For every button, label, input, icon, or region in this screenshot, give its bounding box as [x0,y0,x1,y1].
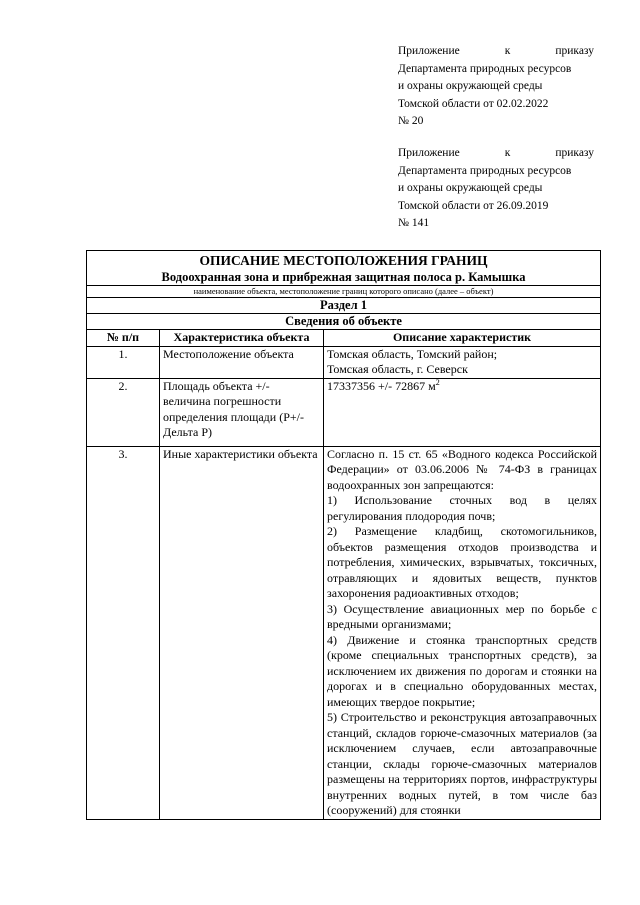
row-characteristic: Иные характеристики объекта [160,446,324,819]
appendix-line: и охраны окружающей среды [398,80,543,92]
area-unit-power: 2 [435,377,440,387]
appendix-word: к [504,45,511,57]
row-description [324,378,601,446]
row-number: 2. [87,378,160,446]
table-title-cell [87,251,601,286]
row-characteristic: Местоположение объекта [160,346,324,378]
appendix-line: Департамента природных ресурсов [398,164,572,177]
appendix-word: приказу [555,45,594,57]
table-subtitle: Водоохранная зона и прибрежная защитная полоса р. Камышка [161,270,526,284]
header-characteristic: Характеристика объекта [160,330,324,347]
appendix-line-text [398,145,594,163]
row-number: 3. [87,446,160,819]
row-characteristic: Площадь объекта +/- величина погрешности определения площади (P+/- Дельта P) [160,378,324,446]
appendix-line [398,43,594,61]
description-paragraph: 5) Строительство и реконструкция автозаправочных станций, складов горюче-смазочных материалов (за исключением случаев, если автозаправочные станции, склады горюче-смазочных материалов размещены на территориях портов, инфраструктуры внутренних водных путей, в том числе баз (сооружений) для стоянки [327,710,598,817]
appendix-line: Томской области от 26.09.2019 [398,199,549,212]
description-line: Томская область, г. Северск [327,362,468,376]
appendix-line: № 141 [398,217,430,229]
appendix-line: и охраны окружающей среды [398,182,543,194]
row-description [324,346,601,378]
appendix-line: Томской области от 02.02.2022 [398,97,549,110]
description-paragraph: 1) Использование сточных вод в целях регулирования плодородия почв; [327,493,598,523]
header-row [87,330,601,347]
description-line: Томская область, Томский район; [327,346,498,361]
description-paragraph: Согласно п. 15 ст. 65 «Водного кодекса Российской Федерации» от 03.06.2006 № 74-ФЗ в границах водоохранных зон запрещаются: [327,446,598,492]
title-row [87,251,601,286]
header-num: № п/п [87,330,160,347]
area-value: 17337356 +/- 72867 м [327,378,436,393]
appendix-line: № 20 [398,115,424,127]
table-row [87,378,601,446]
description-paragraph: 3) Осуществление авиационных мер по борьбе с вредными организмами; [327,601,598,631]
appendix-word: к [504,147,511,159]
appendix-line [398,145,594,163]
description-paragraph: 2) Размещение кладбищ, скотомогильников, объектов размещения отходов производства и потребления, химических, взрывчатых, токсичных, отравляющих и ядовитых веществ, пунктов захоронения радиоактивных отходов; [327,524,598,600]
table-row [87,446,601,819]
section-row [87,298,601,314]
section-title-row [87,314,601,330]
section-title: Сведения об объекте [87,314,601,330]
boundary-description-table [86,250,601,820]
appendix-note-2 [398,145,594,233]
appendix-line: Департамента природных ресурсов [398,62,572,75]
caption-row [87,286,601,298]
row-number: 1. [87,346,160,378]
appendix-line-text [398,43,594,61]
header-description: Описание характеристик [324,330,601,347]
row-description [324,446,601,819]
appendix-word: Приложение [398,45,460,57]
appendix-note-1 [398,43,594,131]
appendix-word: приказу [555,147,594,159]
appendix-word: Приложение [398,147,460,159]
table-caption: наименование объекта, местоположение границ которого описано (далее – объект) [87,286,601,298]
table-title: ОПИСАНИЕ МЕСТОПОЛОЖЕНИЯ ГРАНИЦ [199,253,488,268]
section-label: Раздел 1 [87,298,601,314]
table-row [87,346,601,378]
description-paragraph: 4) Движение и стоянка транспортных средств (кроме специальных транспортных средств), за исключением их движения по дорогам и стоянки на дорогах и в специально оборудованных местах, имеющих твердое покрытие; [327,632,598,709]
